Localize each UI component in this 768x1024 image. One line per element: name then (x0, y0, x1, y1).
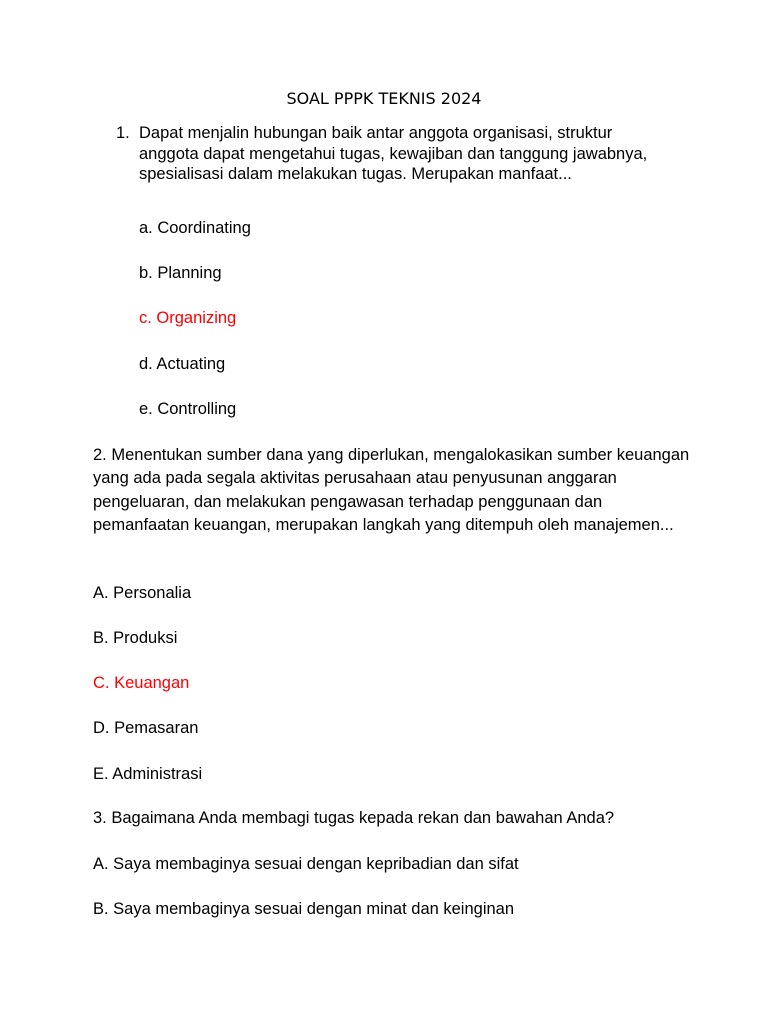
question-1-option-e: e. Controlling (139, 400, 237, 418)
question-2-option-b: B. Produksi (93, 629, 178, 647)
question-2-text: 2. Menentukan sumber dana yang diperlukan, mengalokasikan sumber keuangan yang ada pada segala aktivitas perusahaan atau penyusunan anggaran pengeluaran, dan melakukan pengawasan terhadap penggunaan dan pemanfaatan keuangan, merupakan langkah yang ditempuh oleh manajemen... (93, 446, 690, 535)
question-1-option-a: a. Coordinating (139, 219, 251, 237)
question-1-option-b: b. Planning (139, 264, 222, 282)
question-2-option-e: E. Administrasi (93, 765, 203, 783)
question-1-text: Dapat menjalin hubungan baik antar anggota organisasi, struktur anggota dapat mengetahui tugas, kewajiban dan tanggung jawabnya, spesialisasi dalam melakukan tugas. Merupakan manfaat... (139, 124, 648, 183)
question-2-option-d: D. Pemasaran (93, 719, 199, 737)
question-2-option-c-answer: C. Keuangan (93, 674, 190, 692)
question-1-option-c-answer: c. Organizing (139, 309, 237, 327)
question-3-option-a: A. Saya membaginya sesuai dengan kepribadian dan sifat (93, 855, 519, 873)
question-2-option-a: A. Personalia (93, 584, 192, 602)
page-title: SOAL PPPK TEKNIS 2024 (286, 89, 482, 108)
question-3-option-b: B. Saya membaginya sesuai dengan minat dan keinginan (93, 900, 515, 918)
question-1-number: 1. (116, 124, 130, 142)
question-3-text: 3. Bagaimana Anda membagi tugas kepada rekan dan bawahan Anda? (93, 809, 615, 827)
question-1-option-d: d. Actuating (139, 355, 226, 373)
